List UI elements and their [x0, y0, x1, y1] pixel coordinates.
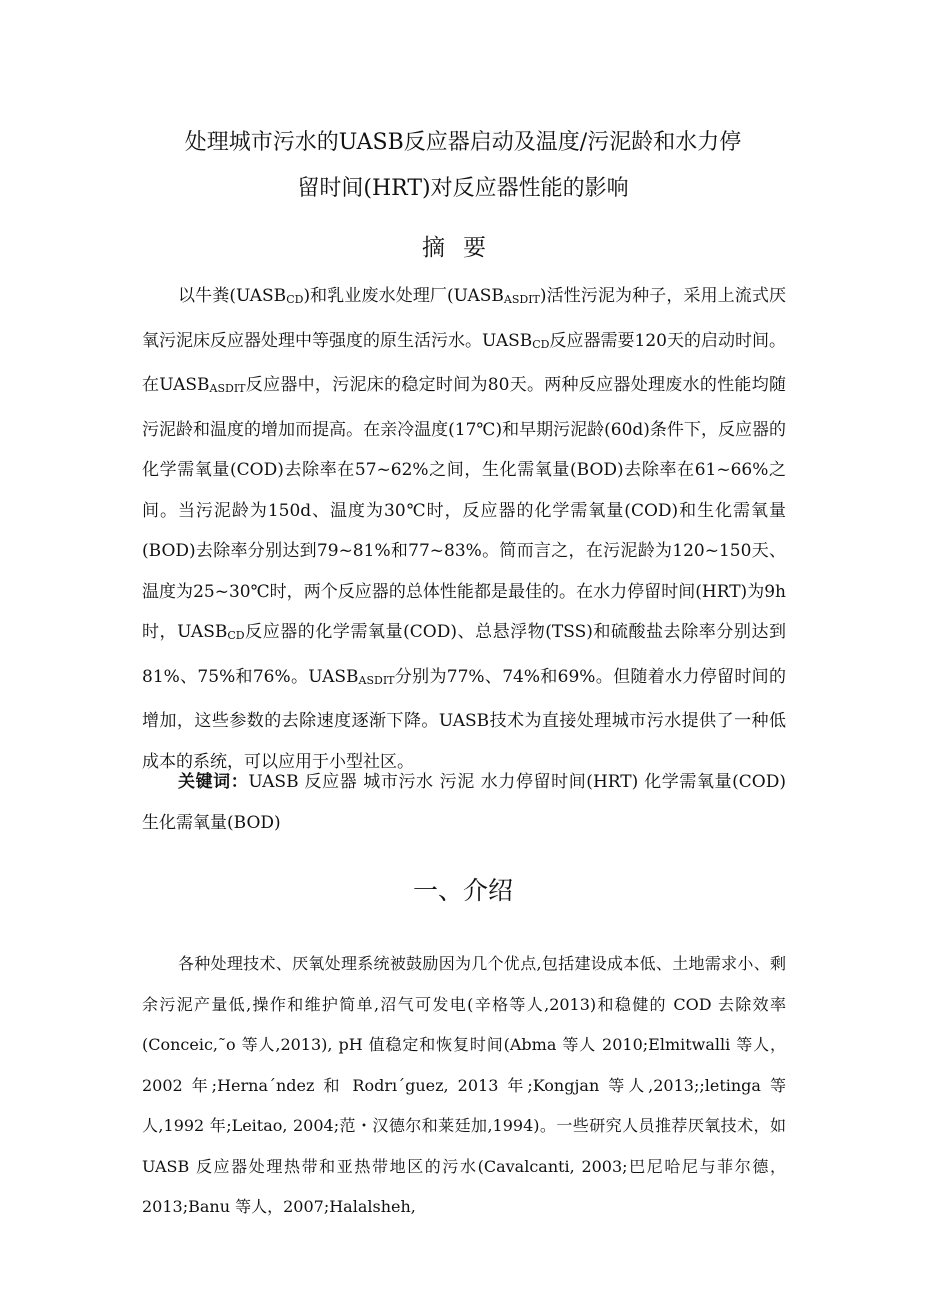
subscript-asdit: ASDIT: [503, 293, 540, 306]
keywords-text: UASB 反应器 城市污水 污泥 水力停留时间(HRT) 化学需氧量(COD) 生化需氧量(BOD): [142, 772, 786, 833]
subscript-asdit: ASDIT: [358, 673, 395, 687]
abstract-heading: 摘要: [422, 235, 504, 261]
introduction-paragraph: 各种处理技术、厌氧处理系统被鼓励因为几个优点,包括建设成本低、土地需求小、剩余污泥产量低,操作和维护简单,沼气可发电(辛格等人,2013)和稳健的 COD 去除效率(Conceic,˜o 等人,2013), pH 值稳定和恢复时间(Abma 等人 2010;Elmitwalli 等人，2002 年;Herna´ndez 和 Rodrı´guez, 2013 年;Kongjan 等人,2013;;letinga 等人,1992 年;Leitao, 2004;范・汉德尔和莱廷加,1994)。一些研究人员推荐厌氧技术，如 UASB 反应器处理热带和亚热带地区的污水(Cavalcanti, 2003;巴尼哈尼与菲尔德，2013;Banu 等人，2007;Halalsheh,: [142, 954, 786, 1216]
abstract-text: )和乳业废水处理厂(UASB: [303, 286, 504, 306]
paper-title-line-1: 处理城市污水的UASB反应器启动及温度/污泥龄和水力停: [184, 130, 742, 155]
subscript-asdit: ASDIT: [209, 382, 246, 395]
abstract-text: 分别为77%、74%和69%。但随着水力停留时间的增加，这些参数的去除速度逐渐下降。UASB技术为直接处理城市污水提供了一种低成本的系统，可以应用于小型社区。: [142, 666, 786, 772]
keywords-paragraph: [142, 762, 786, 843]
keywords-label: 关键词：: [178, 772, 249, 792]
subscript-cd: CD: [227, 629, 245, 642]
abstract-text: 反应器的化学需氧量(COD)、总悬浮物(TSS)和硫酸盐去除率分别达到81%、75%和76%。UASB: [142, 622, 786, 687]
abstract-text: 反应器需要120天的启动时间。在UASB: [142, 330, 786, 395]
subscript-cd: CD: [286, 293, 304, 306]
abstract-paragraph: [142, 276, 786, 782]
section-heading-introduction: 一、介绍: [412, 876, 513, 905]
abstract-text: 以牛粪(UASB: [178, 286, 287, 306]
abstract-text: 反应器中，污泥床的稳定时间为80天。两种反应器处理废水的性能均随污泥龄和温度的增加而提高。在亲冷温度(17℃)和早期污泥龄(60d)条件下，反应器的化学需氧量(COD)去除率在57~62%之间，生化需氧量(BOD)去除率在61~66%之间。当污泥龄为150d、温度为30℃时，反应器的化学需氧量(COD)和生化需氧量(BOD)去除率分别达到79~81%和77~83%。简而言之，在污泥龄为120~150天、温度为25~30℃时，两个反应器的总体性能都是最佳的。在水力停留时间(HRT)为9h时，UASB: [142, 375, 786, 642]
abstract-text: )活性污泥为种子，采用上流式厌氧污泥床反应器处理中等强度的原生活污水。UASB: [142, 286, 787, 351]
paper-title-line-2: 留时间(HRT)对反应器性能的影响: [297, 176, 629, 201]
subscript-cd: CD: [532, 337, 550, 351]
